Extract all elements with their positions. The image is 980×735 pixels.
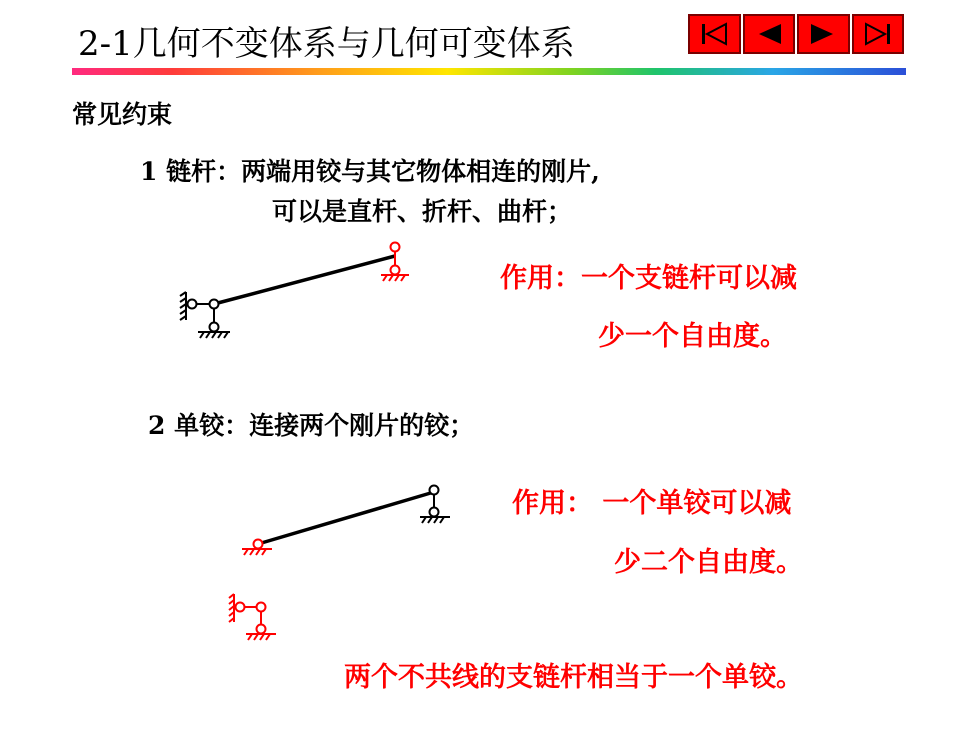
right-link-support (381, 243, 409, 282)
link-definition-line2: 可以是直杆、折杆、曲杆； (272, 197, 573, 226)
left-link-supports (180, 292, 230, 338)
link-definition-line1: 1 链杆：两端用铰与其它物体相连的刚片, (140, 157, 600, 186)
conclusion-text: 两个不共线的支链杆相当于一个单铰。 (344, 662, 803, 693)
hinge-effect-line2: 少二个自由度。 (614, 547, 803, 578)
link-effect-line1: 作用：一个支链杆可以减 (500, 263, 797, 294)
single-hinge-diagram (242, 486, 450, 556)
hinge-definition: 2 单铰：连接两个刚片的铰； (148, 411, 475, 440)
rigid-bar (258, 492, 434, 544)
link-effect-line2: 少一个自由度。 (598, 321, 787, 352)
equivalent-hinge-diagram (229, 594, 276, 640)
rigid-bar (214, 256, 395, 304)
right-link-support (420, 486, 450, 524)
link-bar-diagram (180, 243, 409, 339)
hinge-effect-line1: 作用： 一个单铰可以减 (512, 488, 792, 519)
page-title: 2-1几何不变体系与几何可变体系 (78, 24, 575, 64)
section-title: 常见约束 (72, 100, 173, 129)
